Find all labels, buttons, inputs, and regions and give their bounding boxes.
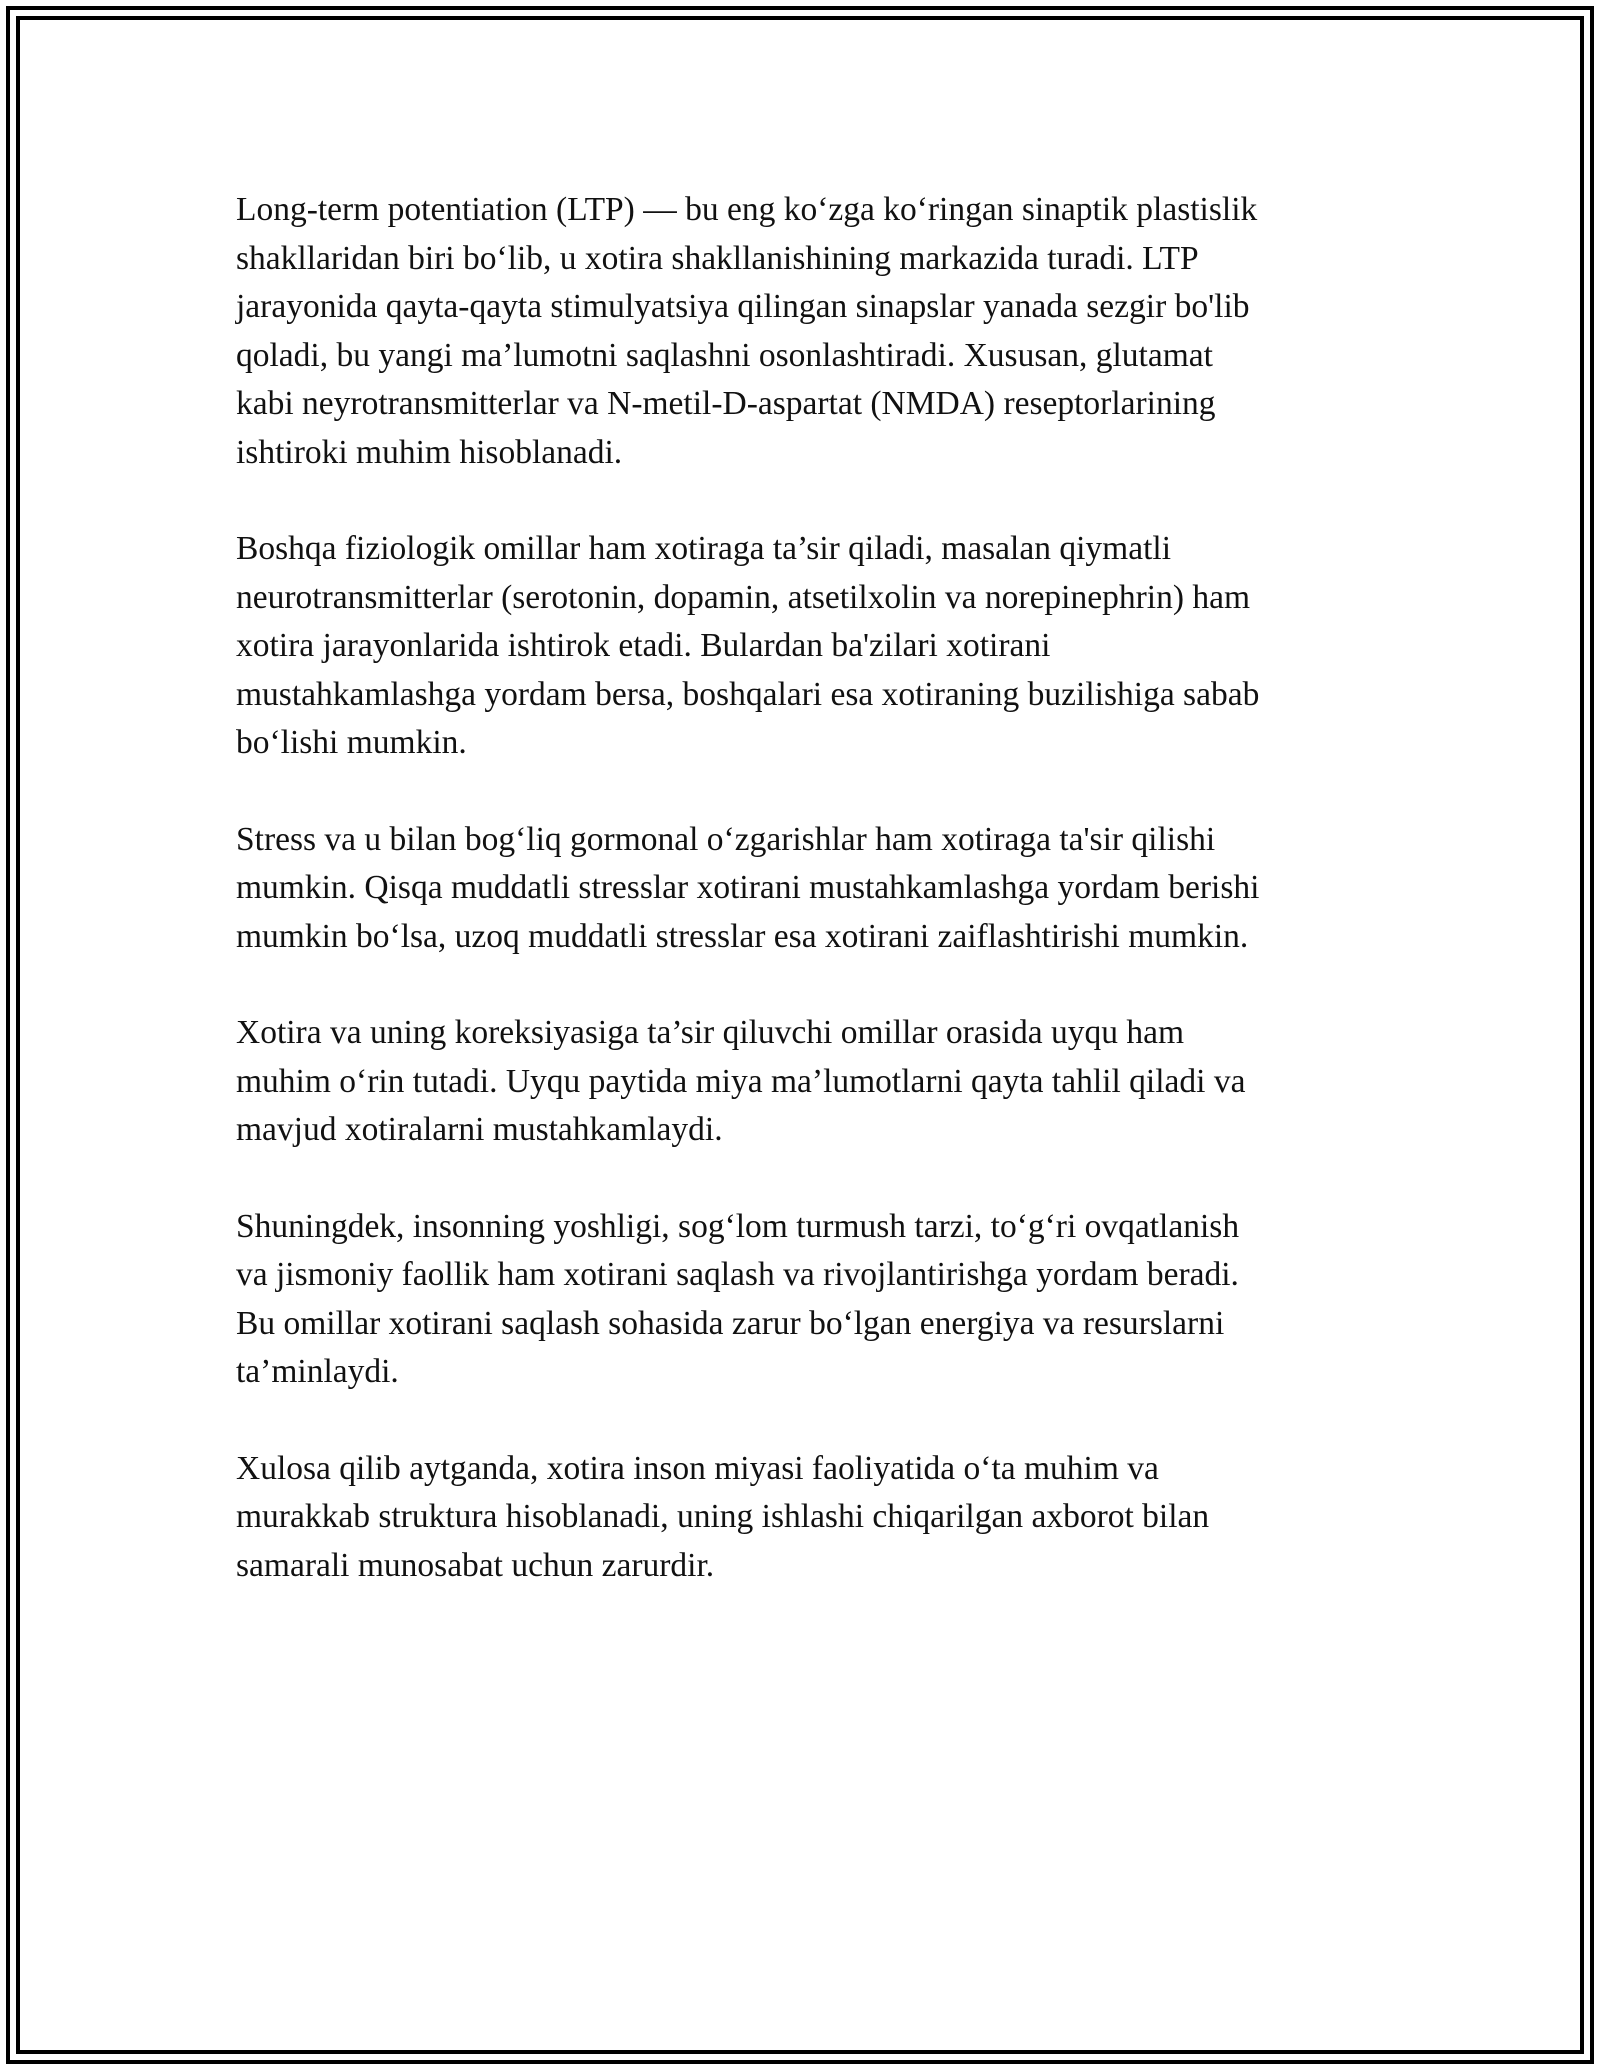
paragraph-conclusion: Xulosa qilib aytganda, xotira inson miyasi faoliyatida o‘ta muhim va murakkab struktura hisoblanadi, uning ishlashi chiqarilgan axborot bilan samarali munosabat uchun zarurdir. bbox=[236, 1449, 1210, 1584]
document-body bbox=[236, 186, 1386, 1638]
paragraph-sleep: Xotira va uning koreksiyasiga ta’sir qiluvchi omillar orasida uyqu ham muhim o‘rin tutadi. Uyqu paytida miya ma’lumotlarni qayta tahlil qiladi va mavjud xotiralarni mustahkamlaydi. bbox=[236, 1014, 1246, 1148]
paragraph-stress: Stress va u bilan bog‘liq gormonal o‘zgarishlar ham xotiraga ta'sir qilishi mumkin. Qisqa muddatli stresslar xotirani mustahkamlashga yordam berishi mumkin bo‘lsa, uzoq muddatli stresslar esa xotirani zaiflashtirishi mumkin. bbox=[236, 820, 1260, 955]
paragraph-physiological-factors: Boshqa fiziologik omillar ham xotiraga ta’sir qiladi, masalan qiymatli neurotransmitterlar (serotonin, dopamin, atsetilxolin va norepinephrin) ham xotira jarayonlarida ishtirok etadi. Bulardan ba'zilari xotirani mustahkamlashga yordam bersa, boshqalari esa xotiraning buzilishiga sabab bo‘lishi mumkin. bbox=[236, 530, 1260, 761]
paragraph-lifestyle: Shuningdek, insonning yoshligi, sog‘lom turmush tarzi, to‘g‘ri ovqatlanish va jismoniy faollik ham xotirani saqlash va rivojlantirishga yordam beradi. Bu omillar xotirani saqlash sohasida zarur bo‘lgan energiya va resurslarni ta’minlaydi. bbox=[236, 1207, 1240, 1390]
paragraph-ltp: Long-term potentiation (LTP) — bu eng ko‘zga ko‘ringan sinaptik plastislik shakllaridan biri bo‘lib, u xotira shakllanishining markazida turadi. LTP jarayonida qayta-qayta stimulyatsiya qilingan sinapslar yanada sezgir bo'lib qoladi, bu yangi ma’lumotni saqlashni osonlashtiradi. Xususan, glutamat kabi neyrotransmitterlar va N-metil-D-aspartat (NMDA) reseptorlarining ishtiroki muhim hisoblanadi. bbox=[236, 191, 1258, 471]
